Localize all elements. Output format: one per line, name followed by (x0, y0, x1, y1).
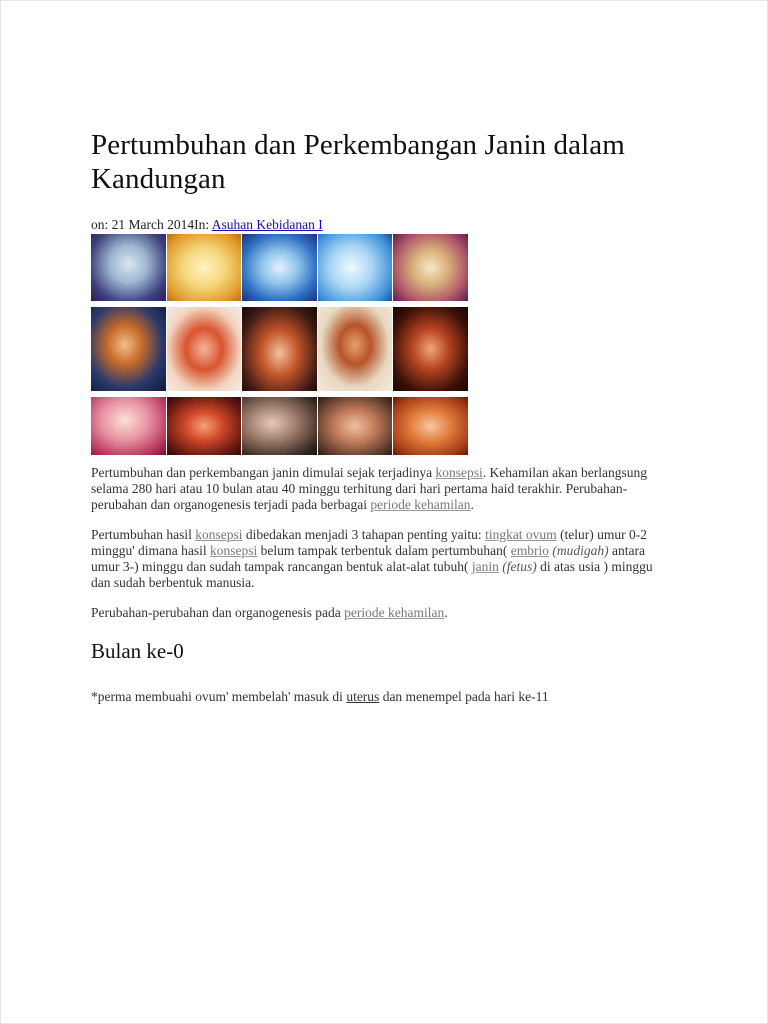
link-konsepsi[interactable]: konsepsi (195, 527, 243, 542)
text: belum tampak terbentuk dalam pertumbuhan( (257, 543, 511, 558)
term-mudigah: (mudigah) (552, 543, 609, 558)
paragraph-stages (91, 527, 666, 591)
article-title: Pertumbuhan dan Perkembangan Janin dalam Kandungan (91, 129, 625, 195)
link-tingkat-ovum[interactable]: tingkat ovum (485, 527, 557, 542)
fetal-development-image (91, 234, 468, 455)
image-tile (167, 307, 243, 391)
link-uterus[interactable]: uterus (346, 689, 380, 704)
article-meta (91, 217, 666, 233)
image-tile (91, 234, 167, 301)
image-tile (393, 397, 468, 455)
text: dibedakan menjadi 3 tahapan penting yaitu: (242, 527, 486, 542)
link-embrio[interactable]: embrio (510, 543, 549, 558)
image-tile (318, 397, 394, 455)
section-heading: Bulan ke-0 (91, 639, 184, 663)
image-tile (91, 397, 167, 455)
link-periode-kehamilan[interactable]: periode kehamilan (370, 497, 471, 512)
text: *perma membuahi ovum' membelah' masuk di (91, 689, 347, 704)
image-tile (242, 307, 318, 391)
image-tile (242, 234, 318, 301)
image-tile (242, 397, 318, 455)
text: antara umur 3-) minggu dan sudah tampak rancangan bentuk alat-alat tubuh( (91, 543, 645, 574)
image-tile (393, 234, 468, 301)
link-periode-kehamilan[interactable]: periode kehamilan (344, 605, 445, 620)
link-konsepsi[interactable]: konsepsi (435, 465, 483, 480)
paragraph-month-0 (91, 689, 666, 705)
image-row-3 (91, 397, 468, 455)
category-link[interactable]: Asuhan Kebidanan I (211, 217, 323, 232)
text: Pertumbuhan dan perkembangan janin dimulai sejak terjadinya (91, 465, 436, 480)
term-fetus: (fetus) (502, 559, 537, 574)
image-tile (318, 234, 394, 301)
image-row-1 (91, 234, 468, 301)
image-tile (167, 397, 243, 455)
text: Pertumbuhan hasil (91, 527, 196, 542)
link-konsepsi[interactable]: konsepsi (210, 543, 258, 558)
text: dan menempel pada hari ke-11 (379, 689, 549, 704)
paragraph-intro (91, 465, 666, 513)
link-janin[interactable]: janin (471, 559, 499, 574)
image-row-2 (91, 307, 468, 391)
text: (telur) umur 0-2 minggu' dimana hasil (91, 527, 648, 558)
image-tile (167, 234, 243, 301)
image-tile (393, 307, 468, 391)
text: . Kehamilan akan berlangsung selama 280 hari atau 10 bulan atau 40 minggu terhitung dari hari pertama haid terakhir. Perubahan-perubahan dan organogenesis terjadi pada berbagai (91, 465, 647, 512)
text: . (444, 605, 448, 620)
meta-date: on: 21 March 2014In: (91, 217, 212, 232)
image-tile (91, 307, 167, 391)
image-tile (318, 307, 394, 391)
paragraph-organogenesis (91, 605, 666, 621)
text: di atas usia ) minggu dan sudah berbentuk manusia. (91, 559, 653, 590)
article (91, 128, 666, 719)
text: Perubahan-perubahan dan organogenesis pada (91, 605, 345, 620)
text: . (470, 497, 474, 512)
